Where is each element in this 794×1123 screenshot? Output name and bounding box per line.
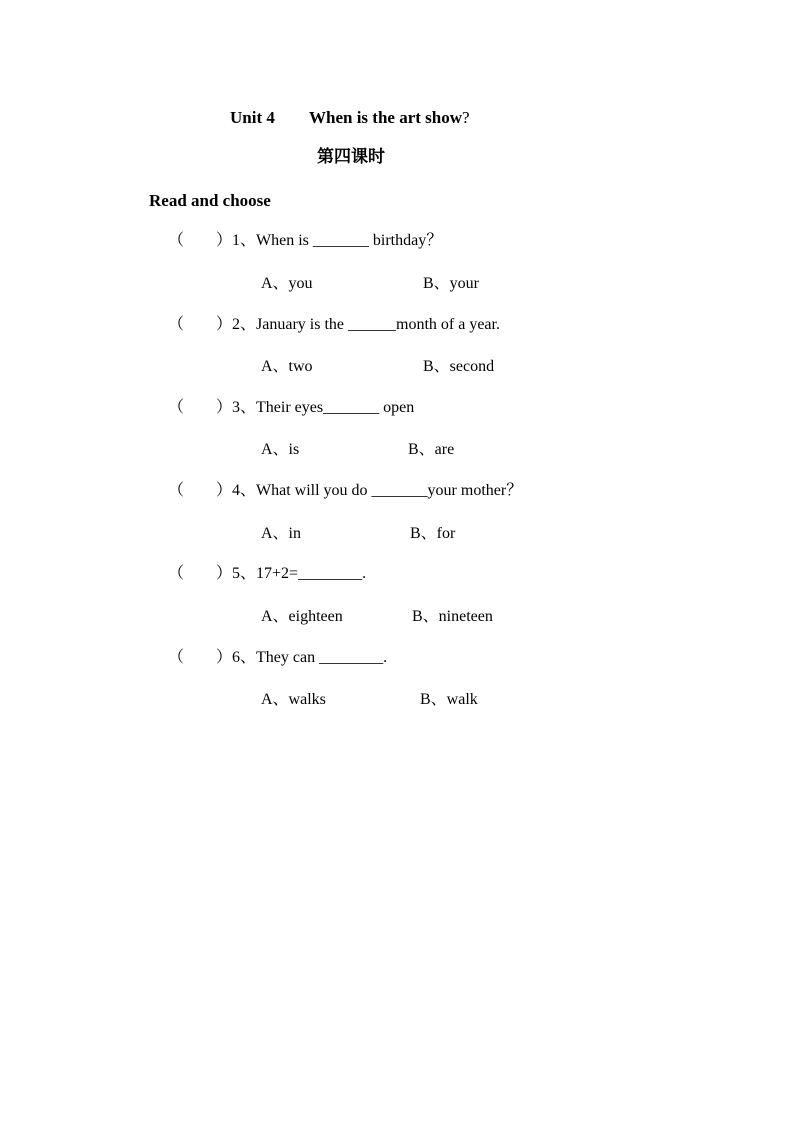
- answer-bracket-open: （: [168, 316, 185, 333]
- option-b: B、walk: [420, 691, 478, 708]
- answer-bracket-close: ）: [216, 649, 233, 666]
- option-a: A、eighteen: [261, 608, 343, 625]
- question-stem: They can ________.: [256, 649, 388, 666]
- answer-bracket-close: ）: [216, 316, 233, 333]
- answer-bracket-open: （: [168, 565, 185, 582]
- question-text: [232, 317, 500, 333]
- option-a: A、in: [261, 525, 302, 542]
- question-stem: 17+2=________.: [256, 565, 367, 582]
- answer-bracket-open: （: [168, 232, 185, 249]
- option-b: B、for: [410, 525, 456, 542]
- answer-bracket-open: （: [168, 482, 185, 499]
- option-b: B、nineteen: [412, 608, 493, 625]
- lesson-label: 第四课时: [317, 147, 385, 167]
- question-number: 6、: [232, 649, 257, 666]
- question-stem: January is the ______month of a year.: [256, 316, 500, 333]
- page-title-text: When is the art show: [309, 108, 463, 127]
- answer-bracket-close: ）: [216, 565, 233, 582]
- question-number: 3、: [232, 399, 257, 416]
- answer-bracket-open: （: [168, 399, 185, 416]
- option-a: A、is: [261, 441, 300, 458]
- unit-label: Unit 4: [230, 108, 275, 127]
- question-text: [232, 400, 414, 416]
- option-b: B、are: [408, 441, 455, 458]
- question-stem: When is _______ birthday？: [256, 232, 443, 249]
- option-a: A、two: [261, 358, 313, 375]
- question-text: [232, 650, 387, 666]
- question-text: [232, 233, 442, 249]
- answer-bracket-open: （: [168, 649, 185, 666]
- question-text: [232, 483, 522, 499]
- question-text: [232, 566, 366, 582]
- question-stem: What will you do _______your mother？: [256, 482, 523, 499]
- question-number: 5、: [232, 565, 257, 582]
- option-a: A、walks: [261, 691, 326, 708]
- option-b: B、your: [423, 275, 480, 292]
- page-title: [309, 109, 470, 126]
- answer-bracket-close: ）: [216, 482, 233, 499]
- option-b: B、second: [423, 358, 495, 375]
- answer-bracket-close: ）: [216, 232, 233, 249]
- option-a: A、you: [261, 275, 313, 292]
- section-title: Read and choose: [149, 191, 271, 210]
- page-title-mark: ?: [462, 108, 470, 127]
- question-number: 1、: [232, 232, 257, 249]
- question-number: 4、: [232, 482, 257, 499]
- answer-bracket-close: ）: [216, 399, 233, 416]
- question-stem: Their eyes_______ open: [256, 399, 415, 416]
- question-number: 2、: [232, 316, 257, 333]
